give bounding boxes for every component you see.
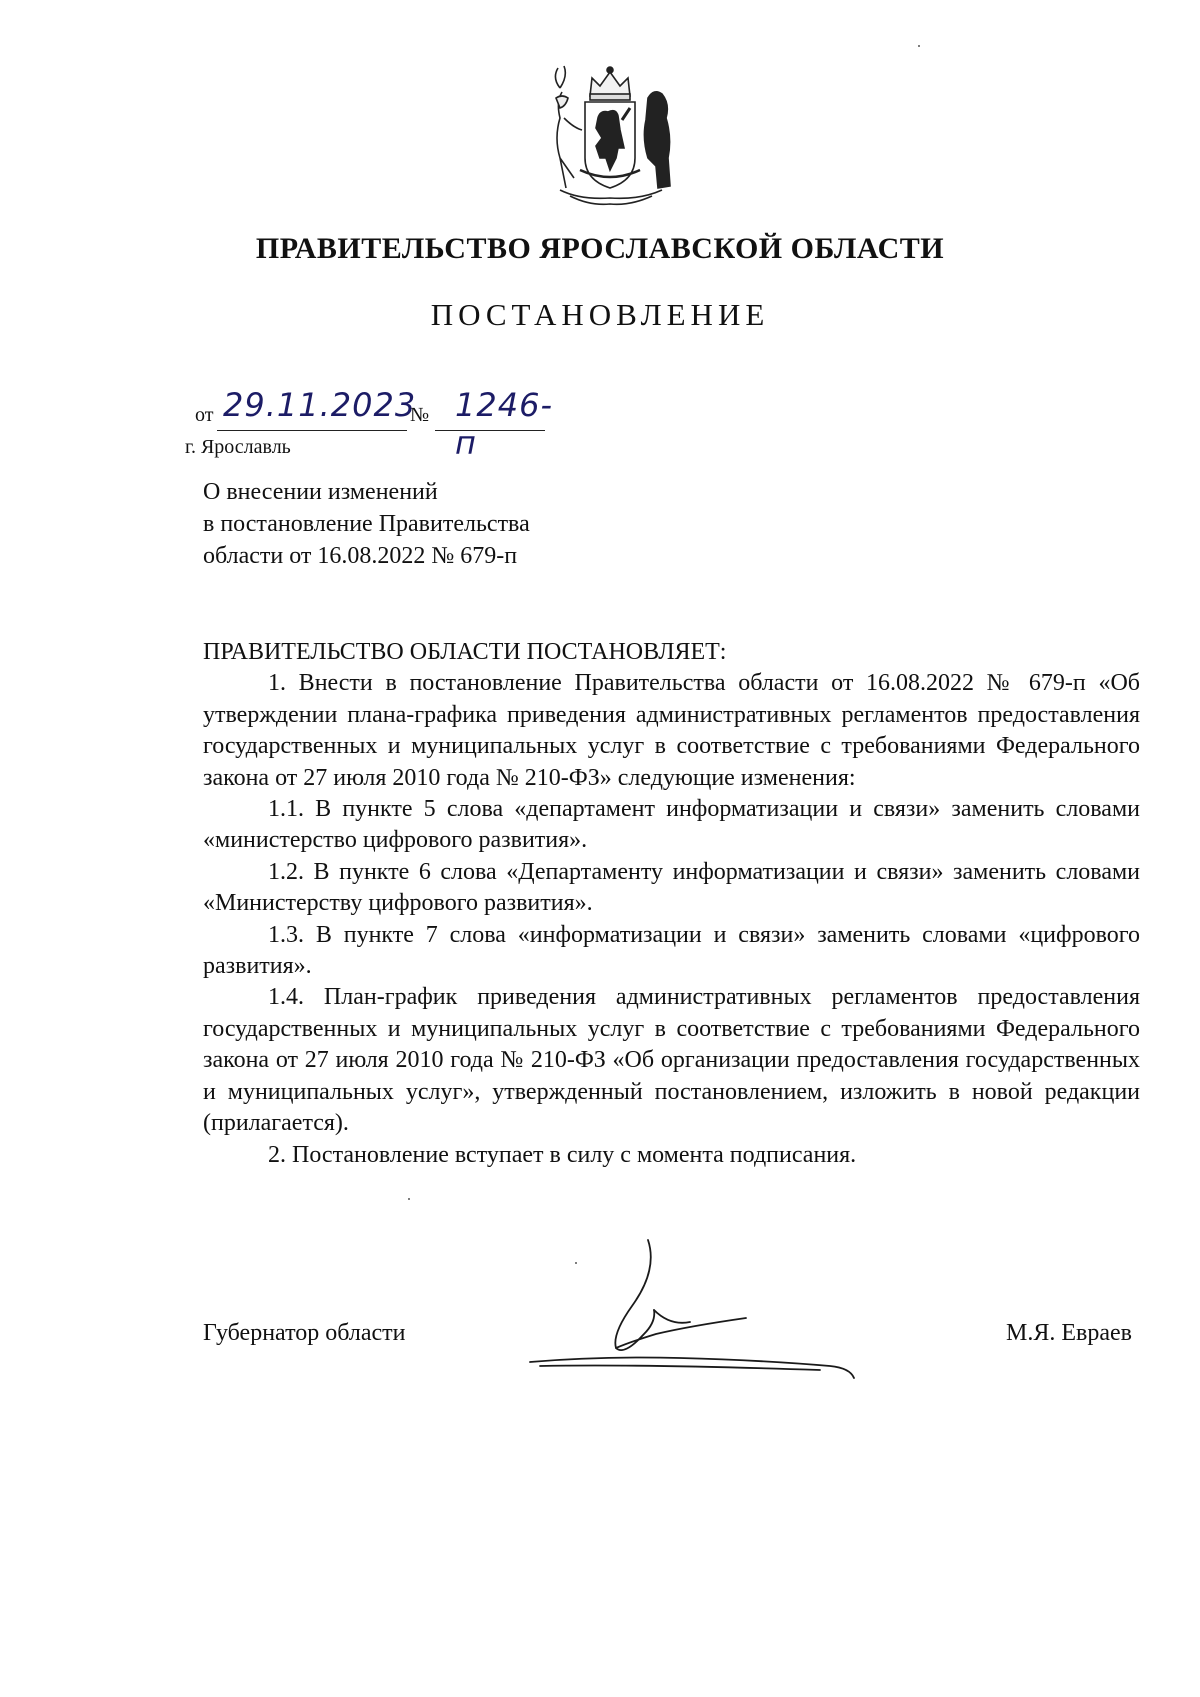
coat-of-arms-icon <box>530 58 690 208</box>
paragraph: 2. Постановление вступает в силу с момента подписания. <box>268 1141 857 1168</box>
government-title: ПРАВИТЕЛЬСТВО ЯРОСЛАВСКОЙ ОБЛАСТИ <box>255 232 945 265</box>
scan-speck <box>408 1198 410 1200</box>
subject-line: в постановление Правительства <box>203 511 530 537</box>
number-prefix: № <box>410 404 430 426</box>
signatory-title: Губернатор области <box>203 1320 406 1346</box>
date-prefix: от <box>195 404 214 426</box>
subject-line: О внесении изменений <box>203 479 438 505</box>
signatory-name: М.Я. Евраев <box>1006 1320 1132 1346</box>
paragraph: 1.2. В пункте 6 слова «Департаменту информатизации и связи» заменить словами «Министерству цифрового развития». <box>203 858 1140 917</box>
paragraph: 1.3. В пункте 7 слова «информатизации и связи» заменить словами «цифрового развития». <box>203 921 1140 980</box>
number-underline <box>435 430 545 431</box>
scan-speck <box>575 1262 577 1264</box>
scan-speck <box>918 45 920 47</box>
city: г. Ярославль <box>185 436 291 458</box>
paragraph: 1.4. План-график приведения административных регламентов предоставления государственных и муниципальных услуг в соответствие с требованиями Федерального закона от 27 июля 2010 года № 210-ФЗ «Об организации предоставления государственных и муниципальных услуг», утвержденный постановлением, изложить в новой редакции (прилагается). <box>203 984 1140 1137</box>
resolves-heading: ПРАВИТЕЛЬСТВО ОБЛАСТИ ПОСТАНОВЛЯЕТ: <box>203 639 727 665</box>
handwritten-number: 1246-п <box>455 386 553 462</box>
resolution-body <box>203 637 1140 1171</box>
handwritten-signature-icon <box>520 1230 920 1390</box>
subject-block <box>203 476 703 572</box>
document-type: ПОСТАНОВЛЕНИЕ <box>430 297 770 332</box>
subject-line: области от 16.08.2022 № 679-п <box>203 543 518 569</box>
paragraph: 1. Внести в постановление Правительства области от 16.08.2022 № 679-п «Об утверждении плана-графика приведения административных регламентов предоставления государственных и муниципальных услуг в соответствие с требованиями Федерального закона от 27 июля 2010 года № 210-ФЗ» следующие изменения: <box>203 670 1140 791</box>
paragraph: 1.1. В пункте 5 слова «департамент информатизации и связи» заменить словами «министерство цифрового развития». <box>203 796 1140 854</box>
date-underline <box>217 430 407 431</box>
handwritten-date: 29.11.2023 <box>223 386 417 424</box>
